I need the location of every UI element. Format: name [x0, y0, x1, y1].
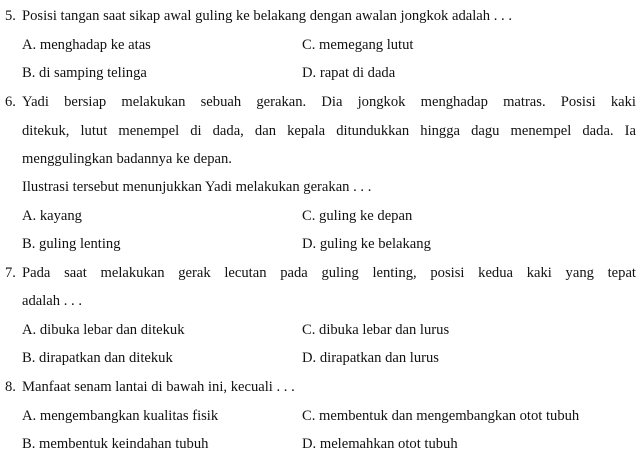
question-6-number: 6.: [5, 94, 16, 110]
question-7-number: 7.: [5, 265, 16, 281]
question-7-option-a: A. dibuka lebar dan ditekuk: [22, 322, 185, 338]
question-8-option-b: B. membentuk keindahan tubuh: [22, 436, 209, 452]
question-5-option-b: B. di samping telinga: [22, 65, 147, 81]
question-7-option-d: D. dirapatkan dan lurus: [302, 350, 439, 366]
question-5-option-c: C. memegang lutut: [302, 37, 414, 53]
question-7-text-line-1: Pada saat melakukan gerak lecutan pada guling lenting, posisi kedua kaki yang tepat: [22, 265, 636, 281]
question-5-option-d: D. rapat di dada: [302, 65, 396, 81]
question-6-option-d: D. guling ke belakang: [302, 236, 431, 252]
question-8-option-d: D. melemahkan otot tubuh: [302, 436, 458, 452]
question-6-text-line-4: Ilustrasi tersebut menunjukkan Yadi melakukan gerakan . . .: [22, 179, 372, 195]
question-8-option-a: A. mengembangkan kualitas fisik: [22, 408, 219, 424]
question-8-number: 8.: [5, 379, 16, 395]
question-6-text-line-2: ditekuk, lutut menempel di dada, dan kepala ditundukkan hingga dagu menempel dada. Ia: [22, 123, 636, 139]
question-5-text: Posisi tangan saat sikap awal guling ke belakang dengan awalan jongkok adalah . . .: [22, 8, 512, 24]
question-6-option-c: C. guling ke depan: [302, 208, 413, 224]
question-7-text-line-2: adalah . . .: [22, 293, 82, 309]
question-6-option-b: B. guling lenting: [22, 236, 121, 252]
question-8-text: Manfaat senam lantai di bawah ini, kecuali . . .: [22, 379, 295, 395]
question-8-option-c: C. membentuk dan mengembangkan otot tubuh: [302, 408, 580, 424]
question-7-option-b: B. dirapatkan dan ditekuk: [22, 350, 173, 366]
question-6-text-line-3: menggulingkan badannya ke depan.: [22, 151, 232, 167]
question-5-number: 5.: [5, 8, 16, 24]
question-7-option-c: C. dibuka lebar dan lurus: [302, 322, 450, 338]
question-6-text-line-1: Yadi bersiap melakukan sebuah gerakan. Dia jongkok menghadap matras. Posisi kaki: [22, 94, 636, 110]
question-5-option-a: A. menghadap ke atas: [22, 37, 151, 53]
question-6-option-a: A. kayang: [22, 208, 82, 224]
